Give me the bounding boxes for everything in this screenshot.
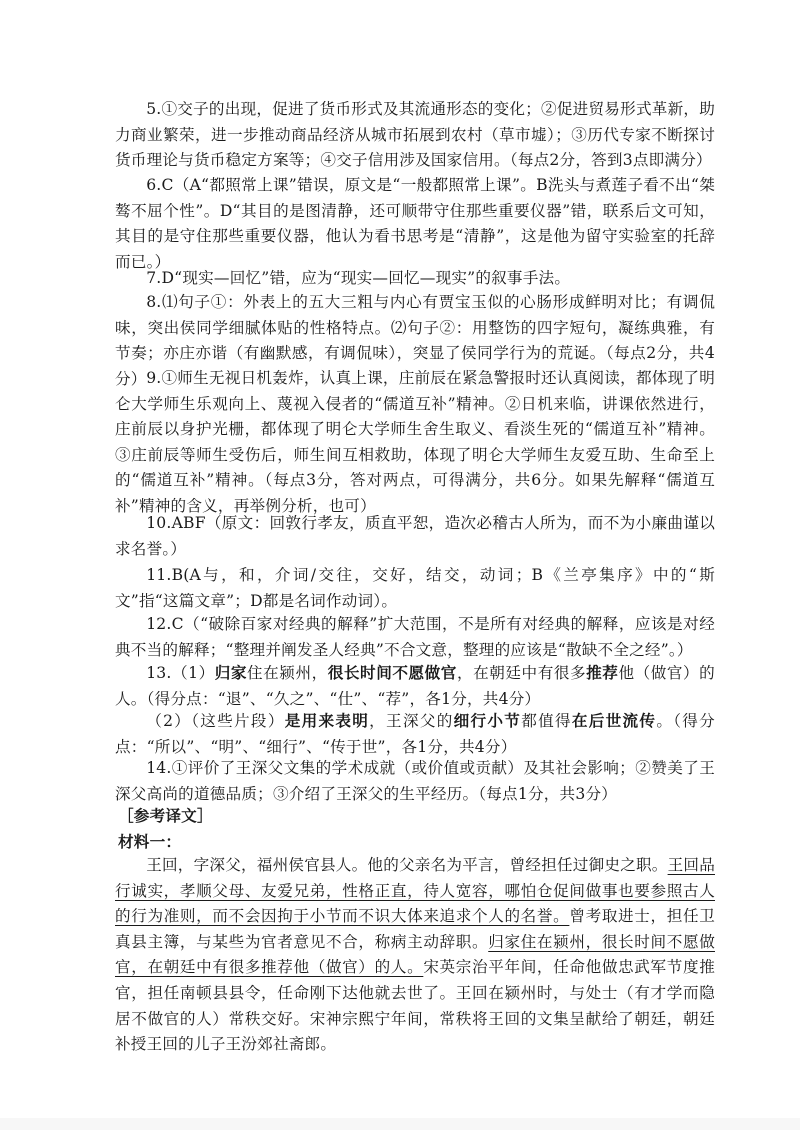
answer-q7: [115, 266, 715, 292]
answer-text: 6.C（A“都照常上课”错误，原文是“一般都照常上课”。B洗头与煮莲子看不出“桀骜不屈个性”。D“其目的是图清静，还可顺带守住那些重要仪器”错，联系后文可知，其目的是守住那些重要仪器，他认为看书思考是“清静”，这是他为留守实验室的托辞而已。）: [115, 176, 715, 271]
answer-text: 5.①交子的出现，促进了货币形式及其流通形态的变化；②促进贸易形式革新，助力商业繁荣，进一步推动商品经济从城市拓展到农村（草市墟）；③历代专家不断探讨货币理论与货币稳定方案等；④交子信用涉及国家信用。（每点2分，答到3点即满分）: [115, 100, 715, 170]
translation-paragraph: [115, 853, 715, 1058]
answer-q11: [115, 563, 715, 614]
translation-text: 王回，字深父，福州侯官县人。他的父亲名为平言，曾经担任过御史之职。: [146, 856, 668, 874]
answer-text: 7.D“现实—回忆”错，应为“现实—回忆—现实”的叙事手法。: [146, 269, 571, 287]
reference-heading: ［参考译文］: [118, 806, 213, 825]
answer-q12: [115, 612, 715, 663]
material-heading: 材料一：: [118, 832, 182, 851]
answer-text: 。（得分点：“所以”、“明”、“细行”、“传于世”，各1分，共4分）: [115, 712, 715, 756]
answer-text: 13.（1）: [146, 664, 215, 682]
answer-q13-part1: [115, 660, 715, 712]
bold-keyword: 归家: [214, 663, 248, 682]
bold-keyword: 是用来表明: [284, 711, 370, 730]
answer-q6: [115, 173, 715, 275]
answer-text: 9.①师生无视日机轰炸，认真上课，庄前辰在紧急警报时还认真阅读，都体现了明仑大学师生乐观向上、蔑视入侵者的“儒道互补”精神。②日机来临，讲课依然进行，庄前辰以身护光栅，都体现了明仑大学师生舍生取义、看淡生死的“儒道互补”精神。③庄前辰等师生受伤后，师生间互相救助，体现了明仑大学师生友爱互助、生命至上的“儒道互补”精神。（每点3分，答对两点，可得满分，共6分。如果先解释“儒道互补”精神的含义，再举例分析，也可）: [115, 369, 715, 515]
answer-text: 14.①评价了王深父文集的学术成就（或价值或贡献）及其社会影响；②赞美了王深父高尚的道德品质；③介绍了王深父的生平经历。（每点1分，共3分）: [115, 759, 715, 803]
answer-text: 住在颍州，: [247, 664, 328, 682]
answer-text: 8.⑴句子①：外表上的五大三粗与内心有贾宝玉似的心肠形成鲜明对比；有调侃味，突出侯同学细腻体贴的性格特点。⑵句子②：用整饬的四字短句，凝练典雅，有节奏；亦庄亦谐（有幽默感，有调侃味），突显了侯同学行为的荒诞。（每点2分，共4分）: [115, 293, 715, 388]
answer-q9: [115, 366, 715, 520]
answer-text: 都值得: [521, 712, 572, 730]
answer-text: （2）（这些片段）: [146, 712, 285, 730]
answer-q13-part2: [115, 708, 715, 760]
answer-text: ，在朝廷中有很多: [456, 664, 587, 682]
translation-text: 宋英宗治平年间，任命他做忠武军节度推官，担任南顿县县令，任命刚下达他就去世了。王回在颍州时，与处士（有才学而隐居不做官的人）常秩交好。宋神宗熙宁年间，常秩将王回的文集呈献给了朝廷，朝廷补授王回的儿子王汾郊社斋郎。: [115, 958, 715, 1054]
answer-q14: [115, 756, 715, 807]
translation-text: 曾考取进士，担任卫真县主簿，与某些为官者意见不合，称病主动辞职。: [115, 907, 715, 951]
answer-text: 他（做官）的人。（得分点：“退”、“久之”、“仕”、“荐”，各1分，共4分）: [115, 664, 715, 708]
page-bottom-edge: [0, 1118, 800, 1130]
bold-keyword: 在后世流传: [571, 711, 657, 730]
bold-keyword: 细行小节: [453, 711, 522, 730]
answer-q5: [115, 97, 715, 174]
answer-text: 12.C（“破除百家对经典的解释”扩大范围，不是所有对经典的解释，应该是对经典不当的解释；“整理并阐发圣人经典”不合文意，整理的应该是“散缺不全之经”。）: [115, 615, 715, 659]
bold-keyword: 推荐: [586, 663, 619, 682]
answer-text: 11.B(A与，和，介词/交往，交好，结交，动词；B《兰亭集序》中的“斯文”指“这篇文章”；D都是名词作动词）。: [115, 566, 715, 610]
bold-keyword: 很长时间不愿做官: [327, 663, 457, 682]
answer-q10: [115, 511, 715, 562]
underlined-sentence: 王回品行诚实，孝顺父母、友爱兄弟，性格正直，待人宽容，哪怕仓促间做事也要参照古人的行为准则，而不会因拘于小节而不识大体来追求个人的名誉。: [115, 856, 715, 926]
underlined-sentence: 归家住在颍州，很长时间不愿做官，在朝廷中有很多推荐他（做官）的人。: [115, 932, 715, 977]
answer-text: 10.ABF（原文：回敦行孝友，质直平恕，造次必稽古人所为，而不为小廉曲谨以求名誉。）: [115, 514, 715, 558]
answer-text: ，王深父的: [369, 712, 454, 730]
